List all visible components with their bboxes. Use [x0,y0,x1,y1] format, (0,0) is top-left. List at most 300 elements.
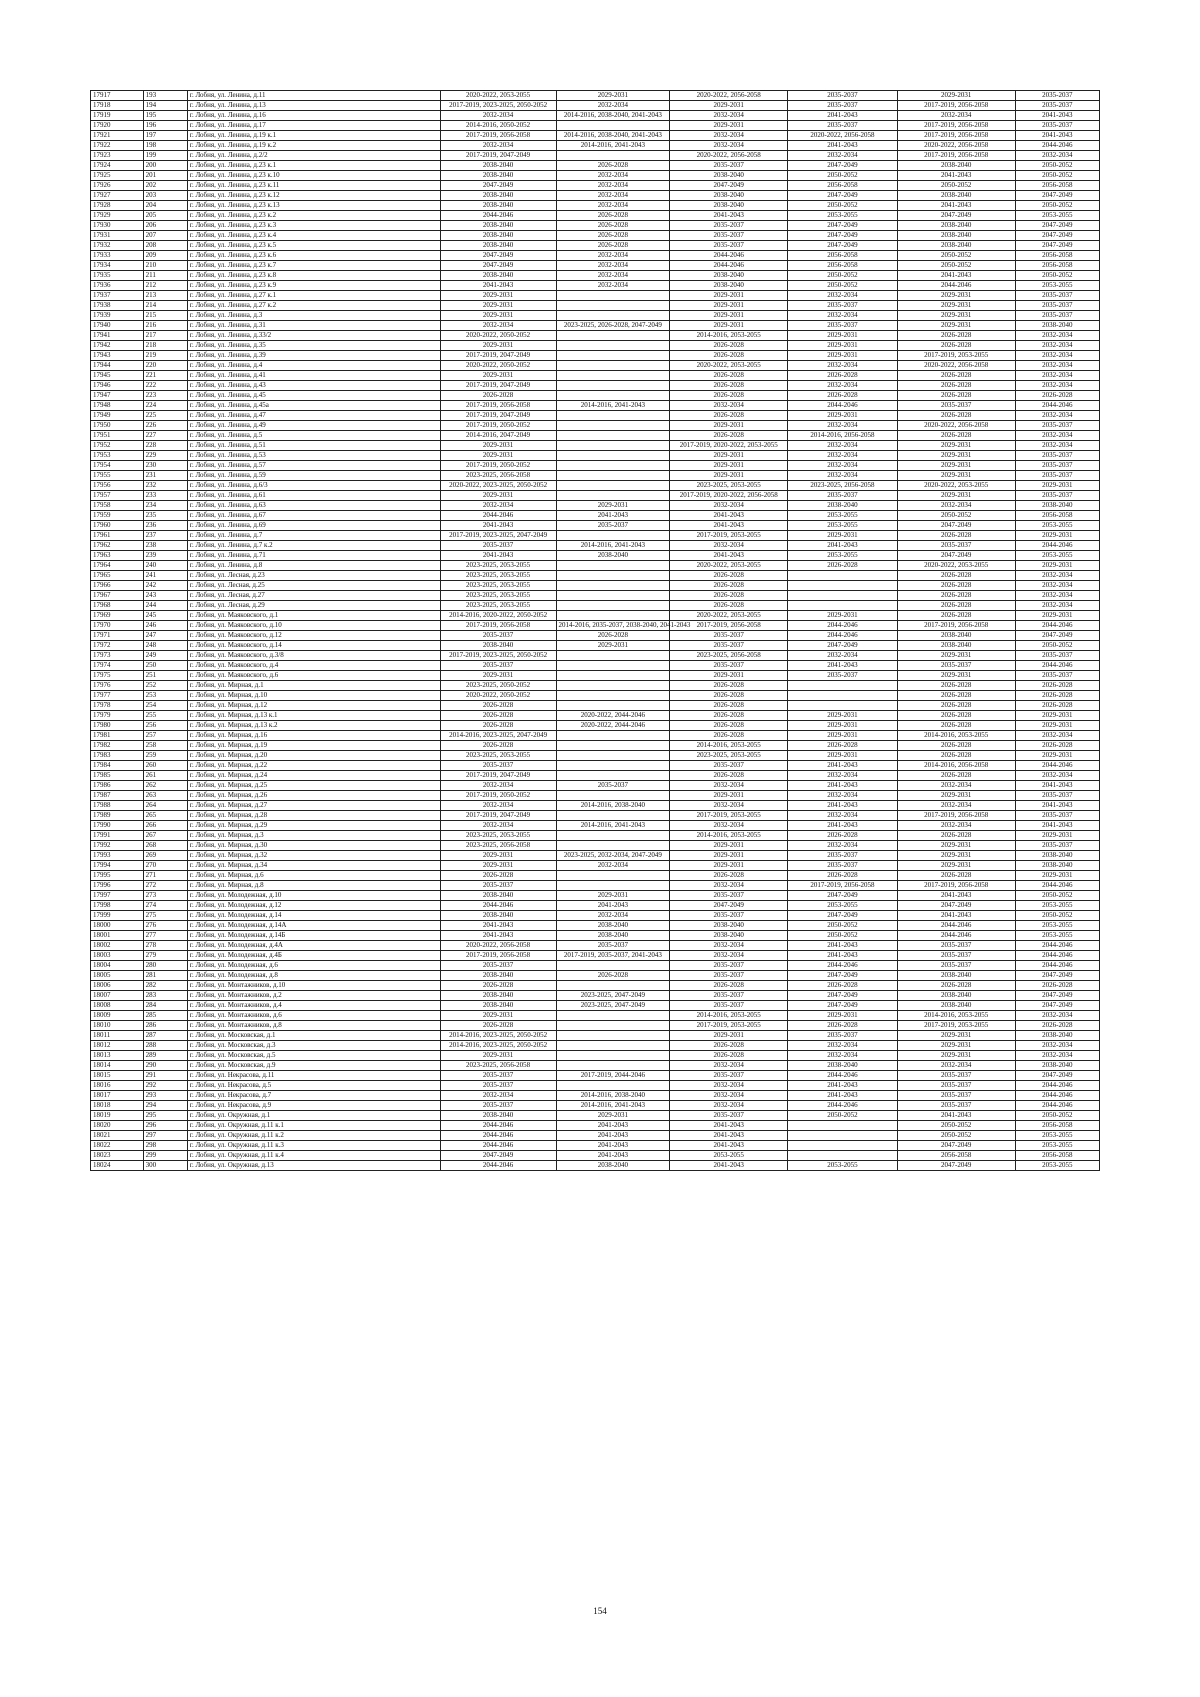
address-cell: г. Лобня, ул. Ленина, д.63 [187,501,440,511]
period-cell-3: 2035-2037 [670,761,788,771]
row-number-cell: 17930 [91,221,144,231]
address-cell: г. Лобня, ул. Некрасова, д.5 [187,1081,440,1091]
period-cell-3: 2038-2040 [670,271,788,281]
row-number-cell: 17980 [91,721,144,731]
period-cell-5: 2029-2031 [897,1041,1015,1051]
period-cell-6: 2053-2055 [1015,931,1099,941]
address-cell: г. Лобня, ул. Ленина, д.53 [187,451,440,461]
address-cell: г. Лобня, ул. Маяковского, д.12 [187,631,440,641]
period-cell-5: 2026-2028 [897,771,1015,781]
period-cell-2: 2023-2025, 2026-2028, 2047-2049 [556,321,670,331]
period-cell-1: 2038-2040 [440,161,556,171]
period-cell-6: 2050-2052 [1015,161,1099,171]
period-cell-5: 2029-2031 [897,471,1015,481]
address-cell: г. Лобня, ул. Молодежная, д.8 [187,971,440,981]
period-cell-3: 2044-2046 [670,261,788,271]
period-cell-6: 2029-2031 [1015,481,1099,491]
table-row [91,241,1100,251]
address-cell: г. Лобня, ул. Ленина, д.4 [187,361,440,371]
period-cell-4: 2041-2043 [788,761,898,771]
table-row [91,1131,1100,1141]
item-number-cell: 234 [143,501,187,511]
period-cell-1: 2035-2037 [440,661,556,671]
item-number-cell: 203 [143,191,187,201]
period-cell-1: 2029-2031 [440,1011,556,1021]
address-cell: г. Лобня, ул. Ленина, д.61 [187,491,440,501]
row-number-cell: 18023 [91,1151,144,1161]
period-cell-3: 2032-2034 [670,881,788,891]
period-cell-1: 2038-2040 [440,991,556,1001]
period-cell-2 [556,591,670,601]
table-row [91,211,1100,221]
row-number-cell: 18008 [91,1001,144,1011]
period-cell-2: 2014-2016, 2041-2043 [556,821,670,831]
period-cell-5: 2041-2043 [897,201,1015,211]
item-number-cell: 235 [143,511,187,521]
item-number-cell: 198 [143,141,187,151]
period-cell-2: 2023-2025, 2047-2049 [556,1001,670,1011]
period-cell-4: 2035-2037 [788,101,898,111]
item-number-cell: 248 [143,641,187,651]
period-cell-4: 2047-2049 [788,161,898,171]
period-cell-5: 2035-2037 [897,961,1015,971]
period-cell-1: 2017-2019, 2056-2058 [440,401,556,411]
period-cell-3: 2035-2037 [670,991,788,1001]
period-cell-4: 2017-2019, 2056-2058 [788,881,898,891]
period-cell-4: 2044-2046 [788,621,898,631]
period-cell-3: 2014-2016, 2053-2055 [670,1011,788,1021]
period-cell-2: 2014-2016, 2041-2043 [556,401,670,411]
period-cell-2: 2023-2025, 2032-2034, 2047-2049 [556,851,670,861]
table-row [91,321,1100,331]
period-cell-4: 2029-2031 [788,531,898,541]
table-row [91,851,1100,861]
period-cell-1: 2032-2034 [440,1091,556,1101]
period-cell-1: 2017-2019, 2056-2058 [440,951,556,961]
period-cell-3: 2035-2037 [670,911,788,921]
item-number-cell: 231 [143,471,187,481]
period-cell-5: 2026-2028 [897,331,1015,341]
table-row [91,1141,1100,1151]
row-number-cell: 17969 [91,611,144,621]
period-cell-6: 2047-2049 [1015,631,1099,641]
period-cell-3: 2035-2037 [670,161,788,171]
period-cell-1: 2035-2037 [440,631,556,641]
period-cell-6: 2044-2046 [1015,1091,1099,1101]
period-cell-3: 2035-2037 [670,961,788,971]
address-cell: г. Лобня, ул. Ленина, д.31 [187,321,440,331]
period-cell-2: 2038-2040 [556,551,670,561]
address-cell: г. Лобня, ул. Маяковского, д.4 [187,661,440,671]
period-cell-1: 2020-2022, 2056-2058 [440,941,556,951]
period-cell-5: 2017-2019, 2053-2055 [897,351,1015,361]
period-cell-3: 2026-2028 [670,351,788,361]
period-cell-6: 2056-2058 [1015,261,1099,271]
period-cell-4: 2050-2052 [788,281,898,291]
period-cell-6: 2038-2040 [1015,1031,1099,1041]
period-cell-5: 2017-2019, 2056-2058 [897,811,1015,821]
period-cell-2 [556,691,670,701]
period-cell-4 [788,681,898,691]
period-cell-6: 2056-2058 [1015,251,1099,261]
row-number-cell: 18006 [91,981,144,991]
period-cell-3: 2026-2028 [670,601,788,611]
period-cell-4: 2029-2031 [788,711,898,721]
period-cell-3: 2029-2031 [670,791,788,801]
row-number-cell: 17923 [91,151,144,161]
period-cell-2 [556,741,670,751]
period-cell-5: 2014-2016, 2053-2055 [897,731,1015,741]
address-cell: г. Лобня, ул. Ленина, д.23 к.6 [187,251,440,261]
period-cell-5: 2038-2040 [897,631,1015,641]
table-row [91,611,1100,621]
row-number-cell: 17967 [91,591,144,601]
table-row [91,571,1100,581]
item-number-cell: 239 [143,551,187,561]
period-cell-3: 2032-2034 [670,401,788,411]
period-cell-4: 2032-2034 [788,841,898,851]
period-cell-6: 2032-2034 [1015,571,1099,581]
period-cell-6: 2038-2040 [1015,1061,1099,1071]
period-cell-1: 2017-2019, 2050-2052 [440,791,556,801]
period-cell-1: 2023-2025, 2053-2055 [440,581,556,591]
period-cell-3: 2020-2022, 2053-2055 [670,361,788,371]
table-row [91,771,1100,781]
row-number-cell: 17981 [91,731,144,741]
period-cell-5: 2050-2052 [897,261,1015,271]
period-cell-6: 2044-2046 [1015,941,1099,951]
period-cell-1: 2014-2016, 2047-2049 [440,431,556,441]
period-cell-6: 2038-2040 [1015,501,1099,511]
period-cell-2 [556,121,670,131]
item-number-cell: 269 [143,851,187,861]
period-cell-1: 2014-2016, 2023-2025, 2050-2052 [440,1041,556,1051]
period-cell-6: 2032-2034 [1015,771,1099,781]
period-cell-2: 2032-2034 [556,181,670,191]
address-cell: г. Лобня, ул. Монтажников, д.2 [187,991,440,1001]
period-cell-6: 2032-2034 [1015,371,1099,381]
period-cell-4: 2029-2031 [788,611,898,621]
row-number-cell: 17928 [91,201,144,211]
period-cell-1: 2029-2031 [440,491,556,501]
period-cell-4: 2023-2025, 2056-2058 [788,481,898,491]
period-cell-3: 2032-2034 [670,541,788,551]
period-cell-5: 2029-2031 [897,651,1015,661]
period-cell-6: 2047-2049 [1015,191,1099,201]
table-row [91,1161,1100,1171]
period-cell-6: 2044-2046 [1015,401,1099,411]
address-cell: г. Лобня, ул. Ленина, д.67 [187,511,440,521]
row-number-cell: 17956 [91,481,144,491]
period-cell-6: 2035-2037 [1015,461,1099,471]
period-cell-1: 2032-2034 [440,821,556,831]
address-cell: г. Лобня, ул. Ленина, д.49 [187,421,440,431]
period-cell-5: 2026-2028 [897,981,1015,991]
period-cell-2 [556,421,670,431]
period-cell-5: 2050-2052 [897,1131,1015,1141]
row-number-cell: 17982 [91,741,144,751]
row-number-cell: 18010 [91,1021,144,1031]
period-cell-5: 2035-2037 [897,541,1015,551]
period-cell-1: 2029-2031 [440,291,556,301]
period-cell-3: 2026-2028 [670,391,788,401]
table-row [91,971,1100,981]
period-cell-3: 2032-2034 [670,781,788,791]
period-cell-5: 2050-2052 [897,251,1015,261]
period-cell-2 [556,581,670,591]
address-cell: г. Лобня, ул. Ленина, д.27 к.1 [187,291,440,301]
period-cell-4: 2047-2049 [788,891,898,901]
period-cell-4: 2035-2037 [788,301,898,311]
table-row [91,951,1100,961]
item-number-cell: 277 [143,931,187,941]
period-cell-1: 2038-2040 [440,191,556,201]
period-cell-6: 2053-2055 [1015,921,1099,931]
table-row [91,821,1100,831]
period-cell-5: 2026-2028 [897,701,1015,711]
table-row [91,671,1100,681]
table-row [91,461,1100,471]
item-number-cell: 228 [143,441,187,451]
period-cell-1: 2032-2034 [440,781,556,791]
period-cell-6: 2035-2037 [1015,671,1099,681]
table-row [91,391,1100,401]
address-cell: г. Лобня, ул. Ленина, д.13 [187,101,440,111]
item-number-cell: 210 [143,261,187,271]
period-cell-5: 2032-2034 [897,1061,1015,1071]
period-cell-6: 2032-2034 [1015,341,1099,351]
table-row [91,471,1100,481]
item-number-cell: 279 [143,951,187,961]
address-cell: г. Лобня, ул. Мирная, д.20 [187,751,440,761]
period-cell-1: 2023-2025, 2056-2058 [440,1061,556,1071]
period-cell-2 [556,571,670,581]
row-number-cell: 17929 [91,211,144,221]
period-cell-4: 2029-2031 [788,331,898,341]
address-cell: г. Лобня, ул. Мирная, д.13 к.2 [187,721,440,731]
period-cell-4: 2032-2034 [788,311,898,321]
period-cell-6: 2038-2040 [1015,321,1099,331]
row-number-cell: 17950 [91,421,144,431]
period-cell-1: 2023-2025, 2053-2055 [440,561,556,571]
period-cell-2: 2032-2034 [556,101,670,111]
period-cell-2 [556,1041,670,1051]
period-cell-3: 2017-2019, 2056-2058 [670,621,788,631]
period-cell-3: 2017-2019, 2020-2022, 2056-2058 [670,491,788,501]
period-cell-4: 2038-2040 [788,501,898,511]
address-cell: г. Лобня, ул. Ленина, д.59 [187,471,440,481]
period-cell-3: 2035-2037 [670,661,788,671]
period-cell-2: 2026-2028 [556,631,670,641]
period-cell-4 [788,571,898,581]
item-number-cell: 283 [143,991,187,1001]
period-cell-5: 2026-2028 [897,611,1015,621]
period-cell-4: 2041-2043 [788,821,898,831]
period-cell-6: 2056-2058 [1015,1121,1099,1131]
period-cell-3: 2029-2031 [670,451,788,461]
period-cell-3: 2026-2028 [670,591,788,601]
period-cell-5: 2026-2028 [897,681,1015,691]
table-row [91,441,1100,451]
period-cell-6: 2056-2058 [1015,1151,1099,1161]
period-cell-1: 2023-2025, 2053-2055 [440,831,556,841]
period-cell-3: 2035-2037 [670,631,788,641]
row-number-cell: 18024 [91,1161,144,1171]
period-cell-3: 2032-2034 [670,951,788,961]
address-cell: г. Лобня, ул. Ленина, д.23 к.8 [187,271,440,281]
period-cell-5: 2026-2028 [897,871,1015,881]
period-cell-5: 2026-2028 [897,411,1015,421]
period-cell-5: 2041-2043 [897,1111,1015,1121]
period-cell-6: 2035-2037 [1015,451,1099,461]
period-cell-2 [556,771,670,781]
period-cell-5: 2029-2031 [897,861,1015,871]
table-row [91,961,1100,971]
address-cell: г. Лобня, ул. Окружная, д.11 к.1 [187,1121,440,1131]
row-number-cell: 18017 [91,1091,144,1101]
period-cell-2 [556,301,670,311]
period-cell-5: 2020-2022, 2056-2058 [897,141,1015,151]
period-cell-3: 2032-2034 [670,111,788,121]
item-number-cell: 242 [143,581,187,591]
period-cell-3: 2026-2028 [670,721,788,731]
period-cell-1: 2035-2037 [440,541,556,551]
period-cell-3: 2035-2037 [670,1111,788,1121]
address-cell: г. Лобня, ул. Ленина, д.39 [187,351,440,361]
period-cell-5: 2026-2028 [897,531,1015,541]
item-number-cell: 194 [143,101,187,111]
period-cell-5: 2026-2028 [897,341,1015,351]
period-cell-1: 2047-2049 [440,261,556,271]
table-row [91,361,1100,371]
period-cell-3: 2041-2043 [670,1161,788,1171]
period-cell-2 [556,361,670,371]
period-cell-5: 2029-2031 [897,321,1015,331]
period-cell-1: 2029-2031 [440,851,556,861]
row-number-cell: 17986 [91,781,144,791]
period-cell-1: 2020-2022, 2053-2055 [440,91,556,101]
period-cell-6: 2047-2049 [1015,991,1099,1001]
period-cell-1: 2026-2028 [440,711,556,721]
row-number-cell: 17947 [91,391,144,401]
period-cell-6: 2032-2034 [1015,581,1099,591]
period-cell-2 [556,1011,670,1021]
item-number-cell: 209 [143,251,187,261]
period-cell-4: 2035-2037 [788,491,898,501]
period-cell-3: 2041-2043 [670,211,788,221]
table-row [91,741,1100,751]
period-cell-6: 2029-2031 [1015,711,1099,721]
item-number-cell: 243 [143,591,187,601]
period-cell-4: 2044-2046 [788,1101,898,1111]
period-cell-3: 2014-2016, 2053-2055 [670,331,788,341]
address-cell: г. Лобня, ул. Ленина, д.45 [187,391,440,401]
period-cell-3: 2035-2037 [670,641,788,651]
item-number-cell: 300 [143,1161,187,1171]
period-cell-3: 2038-2040 [670,931,788,941]
row-number-cell: 17994 [91,861,144,871]
table-row [91,291,1100,301]
period-cell-6: 2044-2046 [1015,621,1099,631]
address-cell: г. Лобня, ул. Ленина, д.23 к.4 [187,231,440,241]
period-cell-5: 2017-2019, 2056-2058 [897,151,1015,161]
period-cell-4: 2053-2055 [788,1161,898,1171]
row-number-cell: 17924 [91,161,144,171]
period-cell-1: 2029-2031 [440,341,556,351]
table-row [91,271,1100,281]
period-cell-4: 2041-2043 [788,781,898,791]
table-row [91,181,1100,191]
table-row [91,941,1100,951]
period-cell-2 [556,611,670,621]
address-cell: г. Лобня, ул. Некрасова, д.7 [187,1091,440,1101]
address-cell: г. Лобня, ул. Лесная, д.27 [187,591,440,601]
address-cell: г. Лобня, ул. Монтажников, д.8 [187,1021,440,1031]
period-cell-2 [556,661,670,671]
period-cell-2 [556,351,670,361]
period-cell-2 [556,831,670,841]
period-cell-5: 2041-2043 [897,891,1015,901]
period-cell-5: 2035-2037 [897,1081,1015,1091]
period-cell-1: 2020-2022, 2050-2052 [440,331,556,341]
address-cell: г. Лобня, ул. Мирная, д.22 [187,761,440,771]
period-cell-2: 2032-2034 [556,261,670,271]
period-cell-3: 2041-2043 [670,1121,788,1131]
row-number-cell: 17963 [91,551,144,561]
period-cell-3: 2026-2028 [670,871,788,881]
period-cell-3: 2029-2031 [670,841,788,851]
period-cell-6: 2044-2046 [1015,141,1099,151]
period-cell-4: 2026-2028 [788,561,898,571]
period-cell-1: 2026-2028 [440,741,556,751]
row-number-cell: 17940 [91,321,144,331]
period-cell-3: 2020-2022, 2053-2055 [670,611,788,621]
period-cell-2: 2038-2040 [556,931,670,941]
row-number-cell: 17945 [91,371,144,381]
row-number-cell: 18021 [91,1131,144,1141]
address-cell: г. Лобня, ул. Ленина, д.23 к.9 [187,281,440,291]
period-cell-4: 2047-2049 [788,241,898,251]
period-cell-6: 2032-2034 [1015,411,1099,421]
period-cell-6: 2050-2052 [1015,1111,1099,1121]
period-cell-6: 2032-2034 [1015,731,1099,741]
period-cell-6: 2029-2031 [1015,871,1099,881]
address-cell: г. Лобня, ул. Мирная, д.32 [187,851,440,861]
period-cell-5: 2020-2022, 2053-2055 [897,561,1015,571]
period-cell-5: 2029-2031 [897,441,1015,451]
period-cell-3: 2026-2028 [670,431,788,441]
item-number-cell: 268 [143,841,187,851]
period-cell-5: 2035-2037 [897,661,1015,671]
period-cell-6: 2041-2043 [1015,781,1099,791]
period-cell-2 [556,381,670,391]
address-cell: г. Лобня, ул. Молодежная, д.6 [187,961,440,971]
period-cell-2 [556,961,670,971]
row-number-cell: 17998 [91,901,144,911]
table-row [91,371,1100,381]
row-number-cell: 17939 [91,311,144,321]
period-cell-2 [556,1081,670,1091]
row-number-cell: 17954 [91,461,144,471]
row-number-cell: 17987 [91,791,144,801]
table-row [91,121,1100,131]
table-row [91,981,1100,991]
table-row [91,1111,1100,1121]
period-cell-4 [788,591,898,601]
period-cell-2: 2041-2043 [556,1131,670,1141]
period-cell-1: 2038-2040 [440,241,556,251]
period-cell-4: 2041-2043 [788,1091,898,1101]
